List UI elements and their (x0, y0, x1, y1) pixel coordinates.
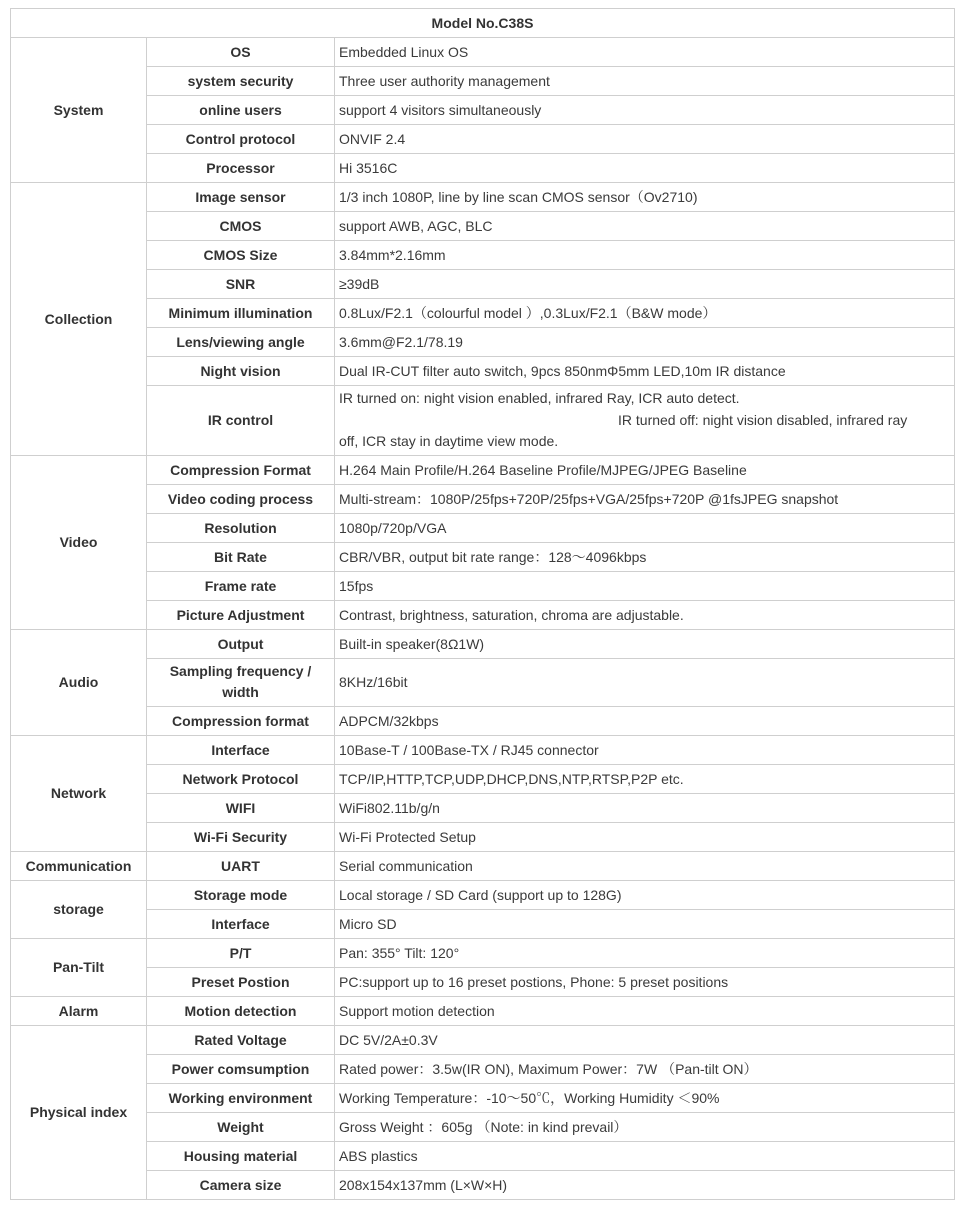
spec-value: support AWB, AGC, BLC (335, 212, 955, 241)
spec-label: OS (147, 38, 335, 67)
spec-value: Gross Weight ：605g （Note: in kind prevail） (335, 1112, 955, 1141)
spec-value: ADPCM/32kbps (335, 706, 955, 735)
spec-value: Hi 3516C (335, 154, 955, 183)
spec-label: Wi-Fi Security (147, 822, 335, 851)
spec-value: Micro SD (335, 909, 955, 938)
spec-value: support 4 visitors simultaneously (335, 96, 955, 125)
spec-label: Output (147, 629, 335, 658)
spec-label: Control protocol (147, 125, 335, 154)
table-row (11, 241, 955, 270)
table-row (11, 38, 955, 67)
table-row (11, 270, 955, 299)
spec-label: Camera size (147, 1170, 335, 1199)
category-network: Network (11, 735, 147, 851)
spec-label: P/T (147, 938, 335, 967)
spec-label: Interface (147, 735, 335, 764)
spec-value: Local storage / SD Card (support up to 128G) (335, 880, 955, 909)
spec-value: 10Base-T / 100Base-TX / RJ45 connector (335, 735, 955, 764)
spec-label: Compression Format (147, 455, 335, 484)
spec-label: CMOS (147, 212, 335, 241)
category-pan-tilt: Pan-Tilt (11, 938, 147, 996)
table-row (11, 600, 955, 629)
table-row (11, 513, 955, 542)
spec-value: Built-in speaker(8Ω1W) (335, 629, 955, 658)
spec-value: 208x154x137mm (L×W×H) (335, 1170, 955, 1199)
table-title: Model No.C38S (11, 9, 955, 38)
table-row (11, 822, 955, 851)
table-row (11, 996, 955, 1025)
spec-value: WiFi802.11b/g/n (335, 793, 955, 822)
ir-control-line-1: IR turned on: night vision enabled, infrared Ray, ICR auto detect. (339, 390, 740, 406)
table-row (11, 542, 955, 571)
spec-label: Picture Adjustment (147, 600, 335, 629)
table-row (11, 629, 955, 658)
spec-value: Multi-stream：1080P/25fps+720P/25fps+VGA/25fps+720P @1fsJPEG snapshot (335, 484, 955, 513)
sampling-label-line-1: Sampling frequency / (169, 662, 312, 679)
spec-label: Lens/viewing angle (147, 328, 335, 357)
spec-value: H.264 Main Profile/H.264 Baseline Profile/MJPEG/JPEG Baseline (335, 455, 955, 484)
spec-value: 3.6mm@F2.1/78.19 (335, 328, 955, 357)
table-row (11, 1025, 955, 1054)
spec-value: PC:support up to 16 preset postions, Phone: 5 preset positions (335, 967, 955, 996)
spec-value: ≥39dB (335, 270, 955, 299)
spec-value: Wi-Fi Protected Setup (335, 822, 955, 851)
table-row (11, 909, 955, 938)
ir-control-line-3: off, ICR stay in daytime view mode. (339, 433, 559, 449)
spec-value: ABS plastics (335, 1141, 955, 1170)
spec-label: online users (147, 96, 335, 125)
spec-table-container (10, 8, 954, 1200)
spec-label: system security (147, 67, 335, 96)
spec-value: Contrast, brightness, saturation, chroma are adjustable. (335, 600, 955, 629)
spec-label: Preset Postion (147, 967, 335, 996)
category-communication: Communication (11, 851, 147, 880)
table-row (11, 706, 955, 735)
table-row (11, 571, 955, 600)
table-row (11, 96, 955, 125)
category-video: Video (11, 455, 147, 629)
spec-label: Interface (147, 909, 335, 938)
spec-value: Working Temperature：-10～50℃，Working Humidity ＜90% (335, 1083, 955, 1112)
spec-label: Rated Voltage (147, 1025, 335, 1054)
spec-value: 15fps (335, 571, 955, 600)
spec-label: Video coding process (147, 484, 335, 513)
spec-value: 3.84mm*2.16mm (335, 241, 955, 270)
table-row (11, 67, 955, 96)
category-system: System (11, 38, 147, 183)
spec-label: Working environment (147, 1083, 335, 1112)
spec-label: SNR (147, 270, 335, 299)
spec-label: Image sensor (147, 183, 335, 212)
spec-value: TCP/IP,HTTP,TCP,UDP,DHCP,DNS,NTP,RTSP,P2P etc. (335, 764, 955, 793)
spec-label: Frame rate (147, 571, 335, 600)
table-row (11, 1083, 955, 1112)
spec-label: Power comsumption (147, 1054, 335, 1083)
spec-value: CBR/VBR, output bit rate range：128～4096kbps (335, 542, 955, 571)
spec-label: Night vision (147, 357, 335, 386)
spec-value: 8KHz/16bit (335, 658, 955, 706)
table-row (11, 658, 955, 706)
spec-label: UART (147, 851, 335, 880)
spec-value (335, 386, 955, 456)
table-row (11, 967, 955, 996)
spec-label: Motion detection (147, 996, 335, 1025)
table-row (11, 299, 955, 328)
spec-label: WIFI (147, 793, 335, 822)
table-row (11, 125, 955, 154)
ir-control-line-2: IR turned off: night vision disabled, infrared ray (618, 411, 908, 428)
table-row (11, 212, 955, 241)
spec-value: 0.8Lux/F2.1（colourful model ）,0.3Lux/F2.1（B&W mode） (335, 299, 955, 328)
spec-value: Dual IR-CUT filter auto switch, 9pcs 850nmΦ5mm LED,10m IR distance (335, 357, 955, 386)
table-row (11, 851, 955, 880)
spec-value: 1080p/720p/VGA (335, 513, 955, 542)
table-row (11, 1170, 955, 1199)
spec-value: Embedded Linux OS (335, 38, 955, 67)
table-row (11, 386, 955, 456)
table-row (11, 484, 955, 513)
spec-value: Pan: 355° Tilt: 120° (335, 938, 955, 967)
category-collection: Collection (11, 183, 147, 456)
table-row (11, 183, 955, 212)
table-row (11, 455, 955, 484)
table-row (11, 154, 955, 183)
spec-label: Housing material (147, 1141, 335, 1170)
table-row (11, 328, 955, 357)
spec-label: Processor (147, 154, 335, 183)
spec-label: CMOS Size (147, 241, 335, 270)
spec-value: ONVIF 2.4 (335, 125, 955, 154)
table-row (11, 1112, 955, 1141)
spec-label (147, 658, 335, 706)
category-alarm: Alarm (11, 996, 147, 1025)
spec-label: Minimum illumination (147, 299, 335, 328)
spec-label: Resolution (147, 513, 335, 542)
table-header-row (11, 9, 955, 38)
table-row (11, 880, 955, 909)
table-row (11, 793, 955, 822)
category-audio: Audio (11, 629, 147, 735)
sampling-label-line-2: width (222, 684, 259, 700)
spec-value: Serial communication (335, 851, 955, 880)
spec-value: 1/3 inch 1080P, line by line scan CMOS sensor（Ov2710) (335, 183, 955, 212)
spec-value: Rated power：3.5w(IR ON), Maximum Power：7W （Pan-tilt ON） (335, 1054, 955, 1083)
spec-value: DC 5V/2A±0.3V (335, 1025, 955, 1054)
table-row (11, 735, 955, 764)
spec-label: Network Protocol (147, 764, 335, 793)
spec-label: IR control (147, 386, 335, 456)
spec-table (10, 8, 955, 1200)
category-storage: storage (11, 880, 147, 938)
table-row (11, 938, 955, 967)
category-physical-index: Physical index (11, 1025, 147, 1199)
spec-value: Three user authority management (335, 67, 955, 96)
table-row (11, 357, 955, 386)
spec-label: Compression format (147, 706, 335, 735)
spec-label: Weight (147, 1112, 335, 1141)
spec-label: Storage mode (147, 880, 335, 909)
table-row (11, 764, 955, 793)
table-row (11, 1054, 955, 1083)
spec-value: Support motion detection (335, 996, 955, 1025)
spec-label: Bit Rate (147, 542, 335, 571)
table-row (11, 1141, 955, 1170)
